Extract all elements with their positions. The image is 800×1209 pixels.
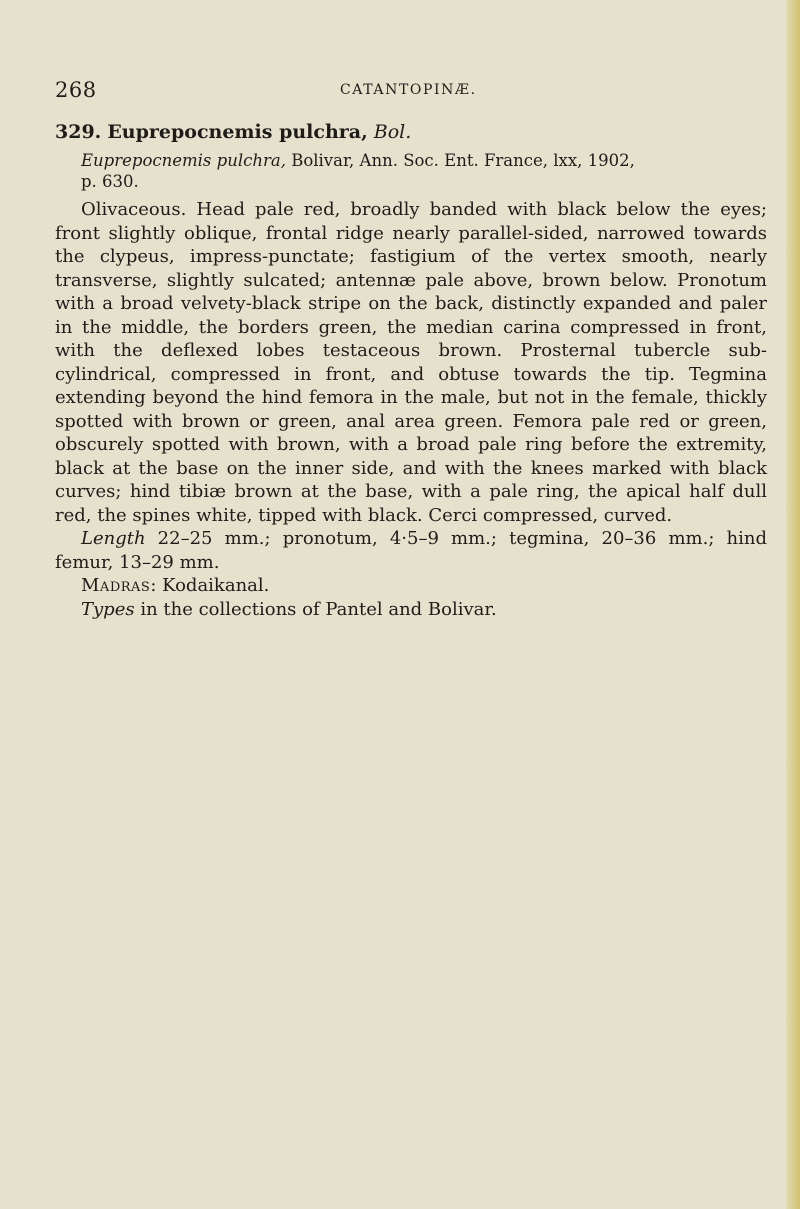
species-author: Bol. (373, 121, 412, 143)
species-number: 329. (55, 121, 102, 143)
measurements-text: 22–25 mm.; pronotum, 4·5–9 mm.; tegmina, 20–36 mm.; hind femur, 13–29 mm. (55, 528, 767, 573)
measurements (55, 527, 767, 574)
section-title: CATANTOPINÆ. (340, 82, 477, 98)
locality (55, 574, 767, 598)
citation (55, 150, 767, 192)
types-label: Types (81, 598, 135, 620)
citation-name: Euprepocnemis pulchra, (81, 151, 286, 170)
species-name: Euprepocnemis pulchra, (107, 121, 368, 143)
book-page (55, 78, 767, 621)
types-note (55, 598, 767, 622)
page-edge (786, 0, 800, 1209)
locality-region: Madras (81, 575, 151, 596)
locality-place: : Kodaikanal. (150, 575, 270, 596)
measurements-label: Length (81, 528, 146, 549)
types-text: in the collections of Pantel and Bolivar. (134, 598, 497, 620)
citation-page: p. 630. (81, 172, 139, 191)
citation-reference: Bolivar, Ann. Soc. Ent. France, lxx, 1902, (285, 151, 635, 170)
running-head (55, 78, 767, 108)
page-number: 268 (55, 78, 97, 102)
species-heading (55, 119, 767, 145)
species-description: Olivaceous. Head pale red, broadly banded with black below the eyes; front slightly oblique, frontal ridge nearly parallel-sided, narrowed towards the clypeus, impress-punctate; fastigium of the vertex smooth, nearly transverse, slightly sulcated; antennæ pale above, brown below. Pronotum with a broad velvety-black stripe on the back, distinctly expanded and paler in the middle, the borders green, the median carina compressed in front, with the deflexed lobes testaceous brown. Prosternal tubercle sub-cylindrical, compressed in front, and obtuse towards the tip. Tegmina extending beyond the hind femora in the male, but not in the female, thickly spotted with brown or green, anal area green. Femora pale red or green, obscurely spotted with brown, with a broad pale ring before the extremity, black at the base on the inner side, and with the knees marked with black curves; hind tibiæ brown at the base, with a pale ring, the apical half dull red, the spines white, tipped with black. Cerci compressed, curved. (55, 199, 767, 526)
